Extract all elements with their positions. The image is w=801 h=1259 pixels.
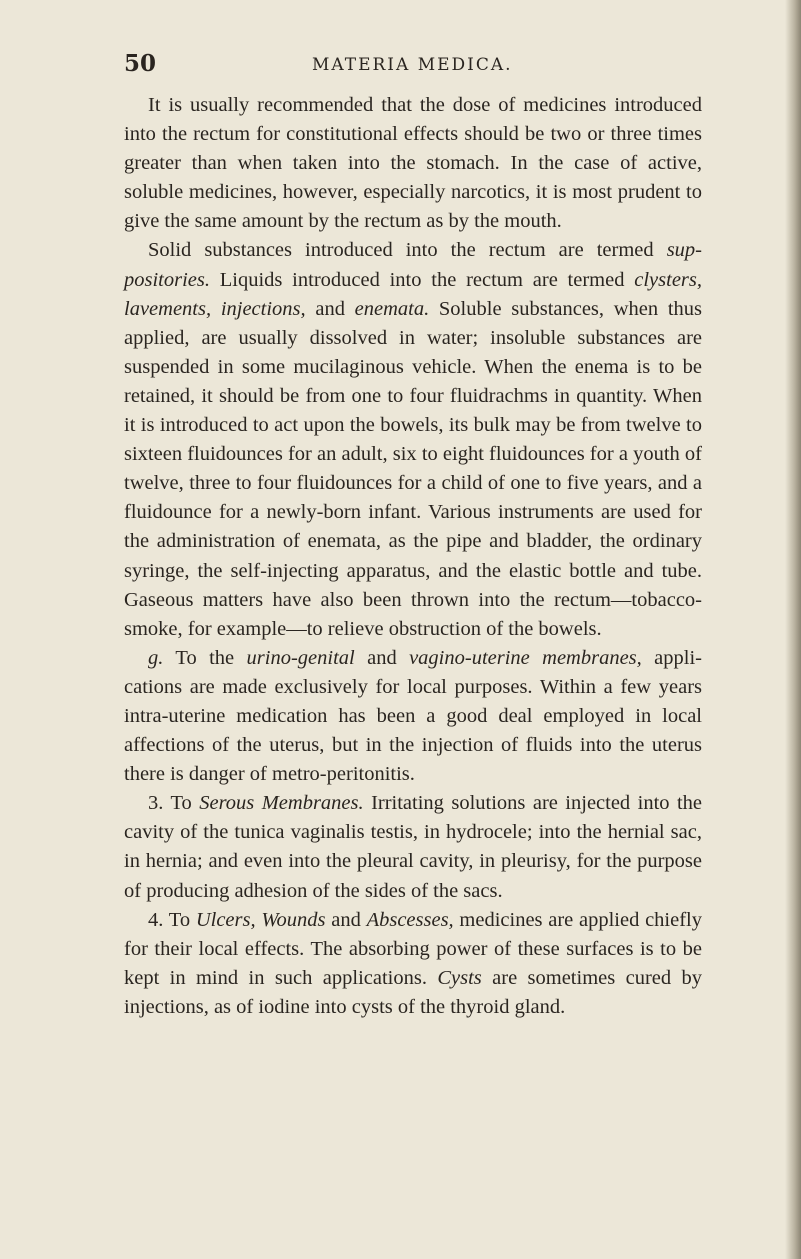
paragraph-serous-membranes bbox=[124, 789, 702, 905]
text-run: medicines are applied chiefly for their local effects. The absorbing power of these surfaces is to be kept in mind in such applications. bbox=[124, 908, 702, 989]
italic-term: Cysts bbox=[437, 966, 482, 989]
italic-term: urino-genital bbox=[246, 646, 355, 669]
italic-term: lavements, bbox=[124, 297, 212, 320]
paragraph-suppositories-enemata bbox=[124, 236, 702, 643]
text-run: are sometimes cured by injections, as of iodine into cysts of the thyroid gland. bbox=[124, 966, 702, 1018]
page-edge-shadow bbox=[785, 0, 801, 1259]
paragraph-ulcers-wounds bbox=[124, 906, 702, 1022]
text-run: Liquids introduced into the rectum are termed bbox=[210, 268, 635, 291]
page-number: 50 bbox=[124, 50, 157, 77]
italic-term: enemata. bbox=[354, 297, 430, 320]
italic-term: suppositories. bbox=[124, 239, 702, 291]
text-run: and bbox=[325, 908, 367, 931]
body-text bbox=[124, 91, 702, 1022]
running-head: MATERIA MEDICA. bbox=[312, 55, 513, 75]
text-run: It is usually recommended that the dose of medicines introduced into the rectum for constitutional effects should be two or three times greater than when taken into the stomach. In the case of active, soluble medicines, however, especially narcotics, it is most prudent to give the same amount by the rectum as by the mouth. bbox=[124, 94, 702, 233]
text-run: applications are made exclusively for local purposes. Within a few years intra-uterine medication has been a good deal employed in local affections of the uterus, but in the injection of fluids into the uterus there is danger of metro-peritonitis. bbox=[124, 646, 702, 786]
italic-term: Wounds bbox=[261, 908, 326, 931]
paragraph-rectal-dose bbox=[124, 91, 702, 236]
text-run: Irritating solutions are injected into the cavity of the tunica vaginalis testis, in hydrocele; into the hernial sac, in hernia; and even into the pleural cavity, in pleurisy, for the purpose of producing adhesion of the sides of the sacs. bbox=[124, 792, 702, 902]
text-run: Soluble substances, when thus applied, are usually dissolved in water; insoluble substances are suspended in some mucilaginous vehicle. When the enema is to be retained, it should be from one to four fluidrachms in quantity. When it is introduced to act upon the bowels, its bulk may be from twelve to sixteen fluidounces for an adult, six to eight fluidounces for a youth of twelve, three to four fluidounces for a child of one to five years, and a fluidounce for a newly-born infant. Various instruments are used for the administration of enemata, as the pipe and bladder, the ordinary syringe, the self-injecting apparatus, and the elastic bottle and tube. Gaseous matters have also been thrown into the rectum—tobacco-smoke, for example—to relieve obstruction of the bowels. bbox=[124, 297, 702, 640]
text-run: 4. To bbox=[148, 908, 196, 931]
text-run: To the bbox=[163, 646, 247, 669]
text-run: and bbox=[354, 646, 410, 669]
page-header bbox=[124, 50, 694, 84]
italic-term: Abscesses, bbox=[366, 908, 454, 931]
italic-term: vagino-uterine membranes, bbox=[409, 646, 642, 669]
text-run: and bbox=[305, 297, 355, 320]
italic-term: g. bbox=[148, 646, 164, 669]
italic-term: injections, bbox=[220, 297, 306, 320]
text-run: Solid substances introduced into the rectum are termed bbox=[148, 239, 667, 262]
text-run: 3. To bbox=[148, 792, 200, 815]
italic-term: Serous Membranes. bbox=[199, 792, 364, 815]
italic-term: Ulcers, bbox=[195, 908, 256, 931]
italic-term: clysters, bbox=[634, 268, 702, 291]
paragraph-urino-genital bbox=[124, 644, 702, 789]
text-run bbox=[211, 298, 221, 320]
